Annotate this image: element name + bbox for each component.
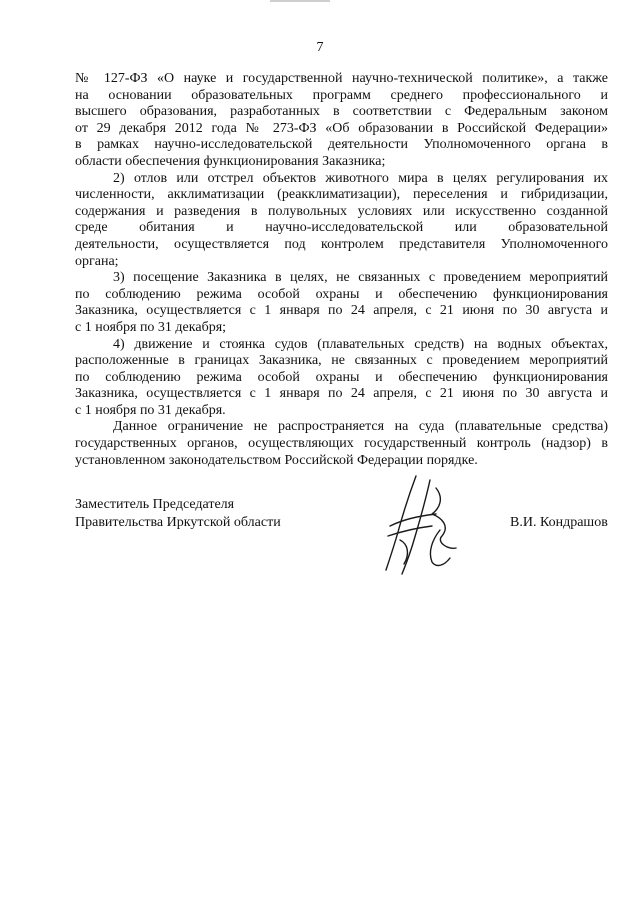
text-line: расположенные в границах Заказника, не связанных с проведением мероприятий bbox=[75, 353, 608, 369]
text-line: численности, акклиматизации (реакклиматизации), переселения и гибридизации, bbox=[75, 187, 608, 203]
text-line: с 1 ноября по 31 декабря; bbox=[75, 319, 227, 335]
text-line: № 127-ФЗ «О науке и государственной научно-технической политике», а также bbox=[75, 71, 608, 86]
paragraph bbox=[75, 337, 608, 420]
scan-edge-mark bbox=[270, 0, 330, 2]
text-line: от 29 декабря 2012 года № 273-ФЗ «Об образовании в Российской Федерации» bbox=[75, 120, 608, 136]
text-line: области обеспечения функционирования Заказника; bbox=[75, 153, 386, 169]
text-line: 2) отлов или отстрел объектов животного мира в целях регулирования их bbox=[113, 170, 608, 186]
text-line: по соблюдению режима особой охраны и обеспечению функционирования bbox=[75, 369, 608, 385]
paragraph bbox=[75, 171, 608, 271]
text-line: Заказника, осуществляется с 1 января по 24 апреля, с 21 июня по 30 августа и bbox=[75, 303, 608, 319]
text-line: с 1 ноября по 31 декабря. bbox=[75, 402, 226, 418]
text-line: Данное ограничение не распространяется на суда (плавательные средства) bbox=[113, 419, 608, 435]
text-line: деятельности, осуществляется под контролем представителя Уполномоченного bbox=[75, 236, 608, 252]
text-line: среде обитания и научно-исследовательской или образовательной bbox=[75, 220, 608, 236]
handwritten-signature bbox=[370, 470, 480, 580]
text-line: на основании образовательных программ среднего профессионального и bbox=[75, 87, 608, 103]
document-body bbox=[75, 71, 608, 469]
position-line-1: Заместитель Председателя bbox=[75, 497, 235, 512]
text-line: органа; bbox=[75, 253, 119, 269]
text-line: содержания и разведения в полувольных условиях или искусственно созданной bbox=[75, 203, 608, 219]
text-line: Заказника, осуществляется с 1 января по 24 апреля, с 21 июня по 30 августа и bbox=[75, 386, 608, 402]
paragraph bbox=[75, 270, 608, 336]
page-number: 7 bbox=[316, 40, 324, 55]
text-line: 3) посещение Заказника в целях, не связанных с проведением мероприятий bbox=[113, 270, 608, 286]
text-line: установленном законодательством Российской Федерации порядке. bbox=[75, 452, 478, 468]
signatory-position bbox=[75, 496, 281, 532]
position-line-2: Правительства Иркутской области bbox=[75, 515, 281, 530]
signer-name: В.И. Кондрашов bbox=[510, 515, 608, 530]
text-line: высшего образования, разработанных в соответствии с Федеральным законом bbox=[75, 104, 608, 120]
paragraph bbox=[75, 419, 608, 469]
text-line: по соблюдению режима особой охраны и обеспечению функционирования bbox=[75, 286, 608, 302]
text-line: 4) движение и стоянка судов (плавательных средств) на водных объектах, bbox=[113, 336, 608, 352]
text-line: в рамках научно-исследовательской деятельности Уполномоченного органа в bbox=[75, 137, 608, 153]
paragraph bbox=[75, 71, 608, 171]
text-line: государственных органов, осуществляющих государственный контроль (надзор) в bbox=[75, 436, 608, 452]
